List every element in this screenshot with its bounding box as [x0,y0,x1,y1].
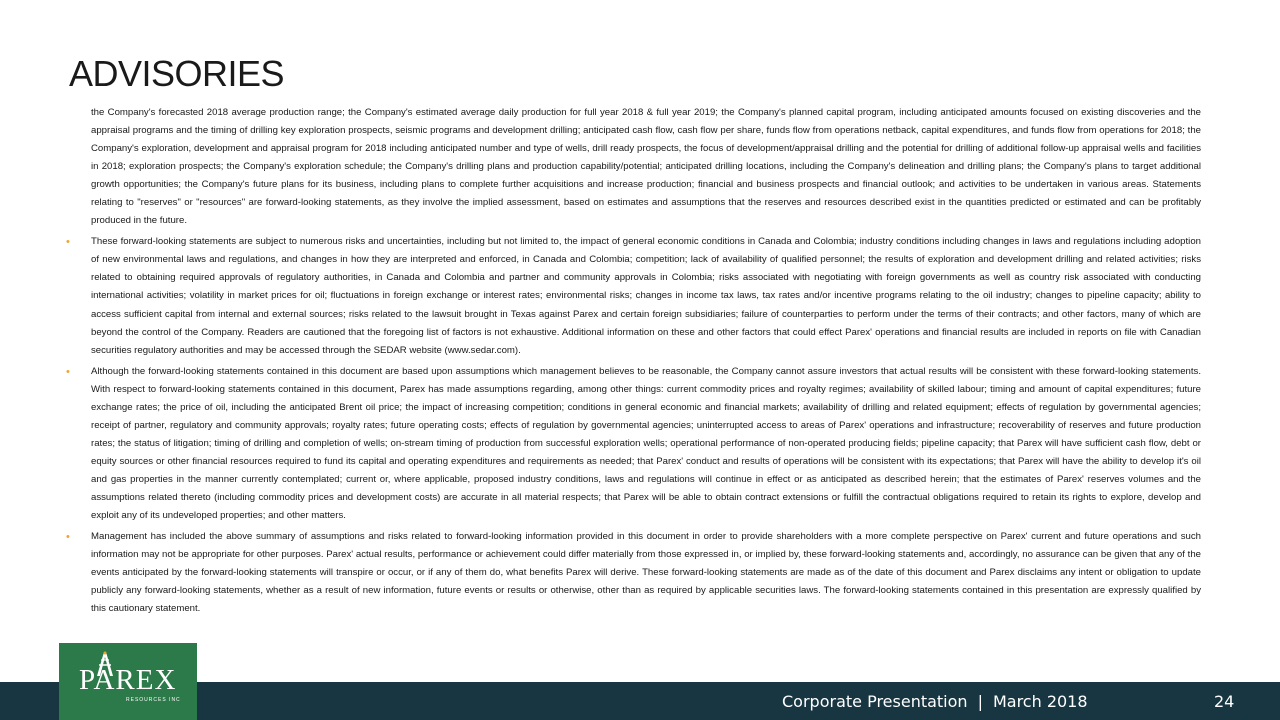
bullet-text: These forward-looking statements are subject to numerous risks and uncertainties, including but not limited to, the impact of general economic conditions in Canada and Colombia; industry conditions including changes in laws and regulations including adoption of new environmental laws and regulations, and changes in how they are interpreted and enforced, in Canada and Colombia; competition; lack of availability of qualified personnel; the results of exploration and development drilling and related activities; risks related to obtaining required approvals of regulatory authorities, in Canada and Colombia and partner and community approvals in Colombia; risks associated with negotiating with foreign governments as well as country risk associated with conducting international activities; volatility in market prices for oil; fluctuations in foreign exchange or interest rates; environmental risks; changes in income tax laws, tax rates and/or incentive programs relating to the oil industry; changes to pipeline capacity; ability to access sufficient capital from internal and external sources; risks related to the lawsuit brought in Texas against Parex and certain foreign subsidiaries; failure of counterparties to perform under the terms of their contracts; and other factors, many of which are beyond the control of the Company. Readers are cautioned that the foregoing list of factors is not exhaustive. Additional information on these and other factors that could effect Parex' operations and financial results are included in reports on file with Canadian securities regulatory authorities and may be accessed through the SEDAR website (www.sedar.com). [91,236,1201,356]
presentation-date: March 2018 [992,692,1088,711]
bullet-icon: • [66,531,70,544]
page-number: 24 [1214,692,1235,711]
footer-separator: | [977,692,983,711]
bullet-list [66,233,1201,618]
advisories-body [66,104,1201,618]
bullet-text: Although the forward-looking statements contained in this document are based upon assumptions which management believes to be reasonable, the Company cannot assure investors that actual results will be consistent with these forward-looking statements. With respect to forward-looking statements contained in this document, Parex has made assumptions regarding, among other things: current commodity prices and royalty regimes; availability of skilled labour; timing and amount of capital expenditures; future exchange rates; the price of oil, including the anticipated Brent oil price; the impact of increasing competition; conditions in general economic and financial markets; availability of drilling and related equipment; effects of regulation by governmental agencies; receipt of partner, regulatory and community approvals; royalty rates; future operating costs; effects of regulation by governmental agencies; uninterrupted access to areas of Parex' operations and infrastructure; recoverability of reserves and future production rates; the status of litigation; timing of drilling and completion of wells; on-stream timing of production from successful exploration wells; operational performance of non-operated producing fields; pipeline capacity; that Parex will have sufficient cash flow, debt or equity sources or other financial resources required to fund its capital and operating expenditures and requirements as needed; that Parex' conduct and results of operations will be consistent with its expectations; that Parex will have the ability to develop it's oil and gas properties in the manner currently contemplated; current or, where applicable, proposed industry conditions, laws and regulations will continue in effect or as anticipated as described herein; that the estimates of Parex' reserves volumes and the assumptions related thereto (including commodity prices and development costs) are accurate in all material respects; that Parex will be able to obtain contract extensions or fulfill the contractual obligations required to retain its rights to explore, develop and exploit any of its undeveloped properties; and other matters. [91,365,1201,522]
list-item [66,233,1201,359]
bullet-text: Management has included the above summary of assumptions and risks related to forward-looking information provided in this document in order to provide shareholders with a more complete perspective on Parex' current and future operations and such information may not be appropriate for other purposes. Parex' actual results, performance or achievement could differ materially from those expressed in, or implied by, these forward-looking statements and, accordingly, no assurance can be given that any of the events anticipated by the forward-looking statements will transpire or occur, or if any of them do, what benefits Parex will derive. These forward-looking statements are made as of the date of this document and Parex disclaims any intent or obligation to update publicly any forward-looking statements, whether as a result of new information, future events or results or otherwise, other than as required by applicable securities laws. The forward-looking statements contained in this presentation are expressly qualified by this cautionary statement. [91,531,1201,615]
list-item [66,363,1201,525]
bullet-icon: • [66,236,70,249]
footer-caption [782,690,1088,714]
bullet-icon: • [66,365,70,378]
company-logo [59,643,197,720]
logo-wordmark: PAREX [79,664,177,696]
list-item [66,528,1201,618]
logo-subtitle: RESOURCES INC [126,697,181,703]
page-title: ADVISORIES [69,53,285,94]
presentation-name: Corporate Presentation [782,692,968,711]
intro-paragraph: the Company's forecasted 2018 average production range; the Company's estimated average daily production for full year 2018 & full year 2019; the Company's planned capital program, including anticipated amounts focused on existing discoveries and the appraisal programs and the timing of drilling key exploration prospects, seismic programs and development drilling; anticipated cash flow, cash flow per share, funds flow from operations netback, capital expenditures, and funds flow from operations for 2018; the Company's exploration, development and appraisal program for 2018 including anticipated number and type of wells, drill ready prospects, the focus of development/appraisal drilling and the potential for drilling of additional follow-up appraisal wells and facilities in 2018; exploration prospects; the Company's exploration schedule; the Company's drilling plans and production capability/potential; anticipated drilling locations, including the Company's delineation and drilling plans; the Company's plans to target additional growth opportunities; the Company's future plans for its business, including plans to complete further acquisitions and increase production; financial and business prospects and financial outlook; and activities to be undertaken in various areas. Statements relating to "reserves" or "resources" are forward-looking statements, as they involve the implied assessment, based on estimates and assumptions that the reserves and resources described exist in the quantities predicted or estimated and can be profitably produced in the future. [91,107,1201,227]
